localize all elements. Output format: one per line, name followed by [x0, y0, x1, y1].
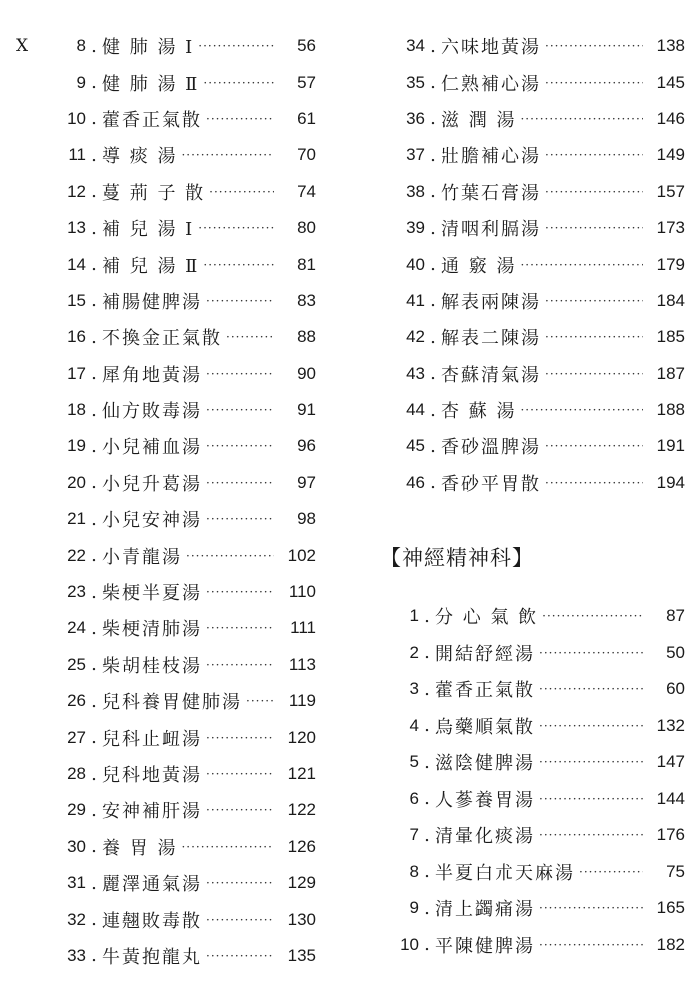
entry-separator: . — [91, 181, 97, 203]
entry-separator: . — [430, 290, 436, 312]
dot-leader — [545, 221, 643, 235]
entry-separator: . — [430, 399, 436, 421]
entry-separator: . — [91, 472, 97, 494]
entry-title: 犀角地黃湯 — [102, 364, 202, 386]
entry-page-number: 96 — [297, 436, 316, 456]
entry-separator: . — [91, 799, 97, 821]
entry-page-number: 80 — [297, 218, 316, 238]
entry-separator: . — [424, 605, 430, 627]
entry-number: 35 — [406, 72, 425, 92]
entry-title: 人蔘養胃湯 — [435, 789, 535, 811]
dot-leader — [206, 112, 274, 126]
dot-leader — [545, 439, 643, 453]
entry-page-number: 113 — [288, 654, 316, 674]
entry-title: 兒科地黃湯 — [102, 765, 202, 786]
entry-number: 33 — [67, 945, 86, 965]
index-entry — [16, 283, 316, 319]
dot-leader — [206, 294, 274, 308]
entry-number: 8 — [409, 861, 419, 881]
entry-page-number: 87 — [666, 606, 685, 626]
entry-page-number: 179 — [656, 254, 685, 274]
index-entry — [16, 901, 316, 937]
index-entry — [16, 719, 316, 755]
dot-leader — [539, 646, 643, 660]
dot-leader — [206, 367, 274, 381]
entry-separator: . — [91, 363, 97, 385]
dot-leader — [206, 621, 274, 635]
entry-number: 6 — [409, 788, 419, 808]
dot-leader — [539, 682, 643, 696]
index-entry — [16, 829, 316, 865]
index-entry — [16, 174, 316, 210]
dot-leader — [209, 185, 274, 199]
entry-title: 麗澤通氣湯 — [102, 874, 202, 896]
entry-separator: . — [424, 678, 430, 700]
entry-title: 補 兒 湯 Ⅱ — [102, 255, 200, 277]
index-entry — [16, 428, 316, 464]
entry-number: 25 — [67, 654, 86, 674]
dot-leader — [539, 828, 643, 842]
entry-title: 小青龍湯 — [102, 546, 182, 568]
entry-title: 分 心 氣 飲 — [435, 607, 539, 629]
entry-separator: . — [91, 326, 97, 348]
entry-number: 46 — [406, 472, 425, 492]
entry-separator: . — [91, 909, 97, 931]
entry-separator: . — [91, 435, 97, 457]
dot-leader — [539, 755, 643, 769]
entry-number: 4 — [409, 715, 419, 735]
entry-title: 健 肺 湯 Ⅰ — [102, 37, 195, 59]
entry-number: 28 — [67, 764, 86, 783]
entry-separator: . — [424, 861, 430, 883]
entry-title: 通 竅 湯 — [441, 255, 517, 277]
entry-page-number: 146 — [656, 108, 685, 128]
index-entry — [385, 137, 685, 173]
dot-leader — [545, 76, 643, 90]
dot-leader — [539, 719, 643, 733]
entry-title: 小兒補血湯 — [102, 437, 202, 459]
entry-separator: . — [91, 508, 97, 530]
dot-leader — [539, 938, 643, 952]
entry-separator: . — [430, 254, 436, 276]
entry-separator: . — [91, 399, 97, 421]
entry-title: 小兒安神湯 — [102, 510, 202, 532]
entry-separator: . — [430, 472, 436, 494]
entry-page-number: 97 — [297, 472, 316, 492]
dot-leader — [206, 658, 274, 672]
entry-number: 26 — [67, 691, 86, 711]
index-entry — [385, 817, 685, 854]
entry-page-number: 83 — [297, 290, 316, 310]
entry-title: 連翹敗毒散 — [102, 910, 202, 932]
index-entry — [16, 683, 316, 719]
index-entry — [385, 174, 685, 210]
entry-title: 安神補肝湯 — [102, 801, 202, 823]
index-entry — [16, 356, 316, 392]
entry-number: 31 — [67, 873, 86, 893]
entry-separator: . — [91, 254, 97, 276]
index-entry — [385, 854, 685, 891]
entry-separator: . — [91, 581, 97, 603]
entry-title: 壯膽補心湯 — [441, 146, 541, 168]
entry-title: 補腸健脾湯 — [102, 291, 202, 313]
entry-page-number: 122 — [287, 800, 316, 820]
index-entry — [385, 28, 685, 64]
entry-page-number: 56 — [297, 36, 316, 56]
entry-title: 香砂溫脾湯 — [441, 437, 541, 459]
dot-leader — [545, 367, 643, 381]
entry-title: 烏藥順氣散 — [435, 716, 535, 738]
dot-leader — [579, 865, 643, 879]
entry-title: 藿香正氣散 — [102, 109, 202, 131]
dot-leader — [545, 39, 643, 53]
entry-separator: . — [430, 435, 436, 457]
entry-number: 9 — [409, 898, 419, 918]
index-entry — [16, 210, 316, 246]
entry-number: 40 — [406, 254, 425, 274]
entry-number: 18 — [67, 400, 86, 420]
entry-title: 蔓 荊 子 散 — [102, 182, 206, 204]
dot-leader — [542, 609, 643, 623]
entry-number: 44 — [406, 400, 425, 420]
dot-leader — [206, 803, 274, 817]
entry-page-number: 144 — [656, 788, 685, 808]
entry-number: 27 — [67, 727, 86, 747]
entry-number: 19 — [67, 436, 86, 456]
entry-separator: . — [424, 788, 430, 810]
entry-page-number: 121 — [287, 764, 316, 783]
entry-number: 45 — [406, 436, 425, 456]
entry-number: 5 — [409, 752, 419, 772]
index-entry — [385, 465, 685, 501]
index-entry — [385, 671, 685, 708]
index-entry — [16, 137, 316, 173]
entry-separator: . — [430, 181, 436, 203]
index-entry — [385, 210, 685, 246]
entry-title: 藿香正氣散 — [435, 680, 535, 702]
index-entry — [385, 781, 685, 818]
entry-page-number: 129 — [287, 873, 316, 893]
index-entry — [16, 865, 316, 901]
left-index-column — [16, 28, 316, 974]
index-entry — [385, 64, 685, 100]
entry-title: 柴梗清肺湯 — [102, 619, 202, 641]
entry-page-number: 75 — [666, 861, 685, 881]
entry-title: 滋 潤 湯 — [441, 109, 517, 131]
entry-separator: . — [430, 144, 436, 166]
entry-number: 1 — [409, 606, 419, 626]
entry-title: 清咽利膈湯 — [441, 219, 541, 241]
entry-title: 導 痰 湯 — [102, 146, 178, 168]
dot-leader — [539, 792, 643, 806]
entry-page-number: 98 — [297, 509, 316, 529]
entry-separator: . — [91, 836, 97, 858]
entry-page-number: 157 — [656, 181, 685, 201]
dot-leader — [520, 258, 643, 272]
entry-separator: . — [424, 824, 430, 846]
entry-page-number: 110 — [288, 582, 316, 602]
index-entry — [16, 537, 316, 573]
entry-title: 香砂平胃散 — [441, 473, 541, 495]
entry-separator: . — [430, 72, 436, 94]
entry-separator: . — [424, 715, 430, 737]
entry-page-number: 188 — [656, 400, 685, 420]
entry-title: 開結舒經湯 — [435, 643, 535, 665]
index-entry — [16, 465, 316, 501]
dot-leader — [206, 731, 274, 745]
index-entry — [385, 101, 685, 137]
entry-number: 13 — [67, 218, 86, 238]
dot-leader — [545, 330, 643, 344]
entry-separator: . — [91, 654, 97, 676]
entry-number: 22 — [67, 545, 86, 565]
entry-separator: . — [91, 72, 97, 94]
dot-leader — [206, 913, 274, 927]
entry-page-number: 126 — [287, 836, 316, 856]
entry-page-number: 194 — [656, 472, 685, 492]
entry-separator: . — [91, 290, 97, 312]
dot-leader — [520, 403, 643, 417]
dot-leader — [206, 403, 274, 417]
entry-number: 3 — [409, 679, 419, 699]
dot-leader — [226, 330, 274, 344]
entry-title: 兒科養胃健肺湯 — [102, 692, 242, 714]
entry-page-number: 81 — [297, 254, 316, 274]
index-entry — [16, 319, 316, 355]
entry-number: 36 — [406, 108, 425, 128]
entry-title: 解表兩陳湯 — [441, 291, 541, 313]
index-entry — [385, 890, 685, 927]
dot-leader — [181, 148, 274, 162]
entry-page-number: 50 — [666, 642, 685, 662]
entry-title: 兒科止衄湯 — [102, 728, 202, 750]
entry-title: 清上蠲痛湯 — [435, 899, 535, 921]
entry-number: 37 — [406, 145, 425, 165]
entry-number: 10 — [400, 934, 419, 954]
entry-page-number: 70 — [297, 145, 316, 165]
entry-number: 23 — [67, 582, 86, 602]
section-index-column — [385, 598, 685, 963]
index-entry — [16, 64, 316, 100]
index-entry — [16, 28, 316, 64]
index-entry — [385, 356, 685, 392]
entry-title: 清暈化痰湯 — [435, 826, 535, 848]
dot-leader — [520, 112, 643, 126]
entry-separator: . — [430, 217, 436, 239]
entry-title: 平陳健脾湯 — [435, 935, 535, 957]
entry-page-number: 60 — [666, 679, 685, 699]
index-entry — [16, 938, 316, 974]
dot-leader — [206, 949, 274, 963]
entry-page-number: 57 — [297, 72, 316, 92]
dot-leader — [203, 258, 274, 272]
entry-page-number: 185 — [656, 327, 685, 347]
margin-mark: X — [16, 36, 29, 57]
entry-page-number: 187 — [656, 363, 685, 383]
entry-number: 32 — [67, 909, 86, 929]
entry-separator: . — [91, 144, 97, 166]
entry-separator: . — [91, 617, 97, 639]
entry-title: 仁熟補心湯 — [441, 73, 541, 95]
entry-page-number: 173 — [656, 218, 685, 238]
dot-leader — [206, 512, 274, 526]
entry-page-number: 61 — [297, 108, 316, 128]
entry-title: 仙方敗毒湯 — [102, 401, 202, 423]
dot-leader — [539, 901, 643, 915]
index-entry — [385, 392, 685, 428]
entry-page-number: 90 — [297, 363, 316, 383]
entry-separator: . — [91, 217, 97, 239]
index-entry — [385, 744, 685, 781]
entry-page-number: 135 — [287, 945, 316, 965]
entry-page-number: 191 — [656, 436, 685, 456]
entry-title: 不換金正氣散 — [102, 328, 222, 350]
entry-number: 21 — [67, 509, 86, 529]
index-entry — [16, 392, 316, 428]
entry-number: 34 — [406, 36, 425, 56]
entry-page-number: 130 — [287, 909, 316, 929]
index-entry — [16, 501, 316, 537]
entry-page-number: 91 — [297, 400, 316, 420]
entry-number: 2 — [409, 642, 419, 662]
entry-title: 杏 蘇 湯 — [441, 401, 517, 423]
entry-separator: . — [91, 727, 97, 749]
entry-page-number: 74 — [297, 181, 316, 201]
entry-number: 11 — [68, 145, 86, 165]
entry-page-number: 184 — [656, 290, 685, 310]
entry-separator: . — [91, 35, 97, 57]
entry-separator: . — [424, 642, 430, 664]
entry-page-number: 147 — [656, 752, 685, 772]
entry-number: 17 — [67, 363, 86, 383]
dot-leader — [206, 585, 274, 599]
entry-title: 牛黃抱龍丸 — [102, 946, 202, 968]
entry-number: 41 — [406, 290, 425, 310]
entry-number: 43 — [406, 363, 425, 383]
entry-number: 12 — [67, 181, 86, 201]
dot-leader — [545, 476, 643, 490]
entry-number: 16 — [67, 327, 86, 347]
index-entry — [16, 246, 316, 282]
entry-page-number: 111 — [290, 618, 316, 638]
entry-title: 健 肺 湯 Ⅱ — [102, 73, 200, 95]
entry-separator: . — [430, 326, 436, 348]
dot-leader — [545, 185, 643, 199]
dot-leader — [203, 76, 274, 90]
entry-page-number: 182 — [656, 934, 685, 954]
entry-title: 養 胃 湯 — [102, 837, 178, 859]
dot-leader — [206, 876, 274, 890]
entry-page-number: 119 — [288, 691, 316, 711]
entry-separator: . — [430, 108, 436, 130]
entry-page-number: 88 — [297, 327, 316, 347]
dot-leader — [545, 294, 643, 308]
entry-separator: . — [430, 35, 436, 57]
entry-page-number: 176 — [656, 825, 685, 845]
dot-leader — [198, 39, 274, 53]
section-heading: 【神經精神科】 — [380, 546, 534, 570]
entry-title: 柴梗半夏湯 — [102, 583, 202, 605]
entry-number: 42 — [406, 327, 425, 347]
dot-leader — [181, 840, 274, 854]
index-entry — [385, 428, 685, 464]
dot-leader — [206, 476, 274, 490]
entry-separator: . — [91, 872, 97, 894]
entry-title: 杏蘇清氣湯 — [441, 364, 541, 386]
entry-page-number: 102 — [287, 545, 316, 565]
entry-number: 29 — [67, 800, 86, 820]
entry-separator: . — [91, 545, 97, 567]
index-entry — [385, 246, 685, 282]
index-entry — [16, 792, 316, 828]
entry-separator: . — [91, 945, 97, 967]
entry-page-number: 145 — [656, 72, 685, 92]
entry-title: 六味地黃湯 — [441, 37, 541, 59]
dot-leader — [206, 439, 274, 453]
index-entry — [16, 756, 316, 792]
entry-number: 7 — [409, 825, 419, 845]
entry-number: 14 — [67, 254, 86, 274]
entry-page-number: 138 — [656, 36, 685, 56]
entry-title: 解表二陳湯 — [441, 328, 541, 350]
dot-leader — [246, 694, 274, 708]
index-entry — [385, 283, 685, 319]
entry-separator: . — [424, 897, 430, 919]
entry-number: 10 — [67, 108, 86, 128]
index-entry — [16, 647, 316, 683]
entry-title: 小兒升葛湯 — [102, 473, 202, 495]
entry-page-number: 120 — [287, 727, 316, 747]
entry-separator: . — [424, 934, 430, 956]
entry-number: 15 — [67, 290, 86, 310]
entry-number: 38 — [406, 181, 425, 201]
index-entry — [385, 927, 685, 964]
entry-number: 8 — [76, 36, 86, 56]
entry-page-number: 149 — [656, 145, 685, 165]
entry-separator: . — [91, 690, 97, 712]
entry-title: 滋陰健脾湯 — [435, 753, 535, 775]
index-entry — [16, 101, 316, 137]
entry-page-number: 165 — [656, 898, 685, 918]
entry-title: 竹葉石膏湯 — [441, 182, 541, 204]
entry-number: 20 — [67, 472, 86, 492]
entry-separator: . — [91, 108, 97, 130]
entry-number: 24 — [67, 618, 86, 638]
entry-title: 柴胡桂枝湯 — [102, 655, 202, 677]
dot-leader — [206, 767, 274, 781]
entry-number: 30 — [67, 836, 86, 856]
index-entry — [385, 708, 685, 745]
entry-number: 9 — [76, 72, 86, 92]
entry-page-number: 132 — [656, 715, 685, 735]
dot-leader — [545, 148, 643, 162]
dot-leader — [186, 549, 274, 563]
entry-title: 半夏白朮天麻湯 — [435, 862, 575, 884]
entry-separator: . — [424, 751, 430, 773]
entry-separator: . — [91, 763, 97, 785]
index-entry — [385, 635, 685, 672]
index-entry — [385, 319, 685, 355]
entry-separator: . — [430, 363, 436, 385]
entry-number: 39 — [406, 218, 425, 238]
index-entry — [16, 574, 316, 610]
index-entry — [385, 598, 685, 635]
entry-title: 補 兒 湯 Ⅰ — [102, 219, 195, 241]
dot-leader — [198, 221, 274, 235]
index-entry — [16, 610, 316, 646]
right-index-column — [385, 28, 685, 501]
